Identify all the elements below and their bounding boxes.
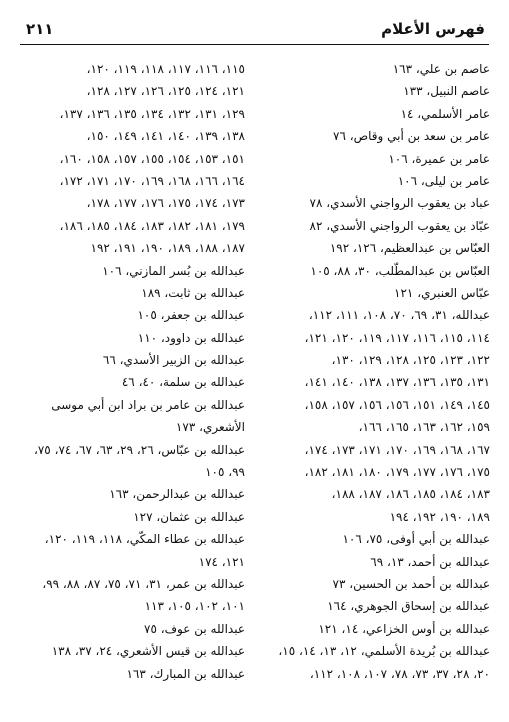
index-entry-line: عبدالله بن عبدالرحمن، ١٦٣: [109, 487, 245, 502]
index-entry-line: عبدالله بن عمر، ٣١، ٧١، ٧٥، ٨٧، ٨٨، ٩٩،: [42, 576, 245, 591]
index-entry-line: عبّاد بن يعقوب الرواجني الأسدي، ٨٢: [309, 218, 490, 233]
index-entry-line: عبدالله بن داوود، ١١٠: [137, 330, 245, 345]
index-entry-line: عبدالله بن عثمان، ١٢٧: [133, 509, 245, 524]
index-entry-line: العبّاس بن عبدالمطّلب، ٣٠، ٨٨، ١٠٥: [310, 263, 490, 278]
index-entry-line: عامر الأسلمي، ١٤: [400, 106, 490, 121]
index-entry-line: ١٤٥، ١٤٩، ١٥١، ١٥٦، ١٥٦، ١٥٧، ١٥٨،: [304, 397, 490, 412]
index-entry-line: ١٢١، ١٧٤: [198, 554, 245, 569]
index-entry-line: الأشعري، ١٧٣: [175, 420, 245, 435]
page-header: [20, 18, 489, 45]
index-entry-line: عبدالله بن المبارك، ١٦٣: [126, 666, 245, 681]
index-entry-line: ١٨٣، ١٨٤، ١٨٥، ١٨٦، ١٨٧، ١٨٨،: [331, 487, 490, 502]
page-number: ٢١١: [26, 20, 54, 38]
index-entry-line: ١٧٣، ١٧٤، ١٧٥، ١٧٦، ١٧٧، ١٧٨،: [86, 196, 245, 211]
index-entry-line: عبدالله بن عبّاس، ٢٦، ٢٩، ٦٣، ٦٧، ٧٤، ٧٥،: [33, 442, 245, 457]
index-entry-line: عبدالله بن ثابت، ١٨٩: [141, 285, 245, 300]
index-entry-line: عاصم النبيل، ١٣٣: [403, 84, 490, 99]
index-entry-line: عامر بن ليلى، ١٠٦: [397, 173, 490, 188]
index-entry-line: ١٧٥، ١٧٦، ١٧٧، ١٧٩، ١٨٠، ١٨١، ١٨٢،: [304, 465, 490, 480]
index-entry-line: عبدالله بن سلمة، ٤٠، ٤٦: [121, 375, 245, 390]
index-entry-line: ١٦٧، ١٦٨، ١٦٩، ١٧٠، ١٧١، ١٧٣، ١٧٤،: [304, 442, 490, 457]
index-entry-line: ١٢١، ١٢٤، ١٢٥، ١٢٦، ١٢٧، ١٢٨،: [86, 84, 245, 99]
index-entry-line: العبّاس بن عبدالعظيم، ١٢٦، ١٩٢: [329, 241, 490, 256]
index-entry-line: ١٣٨، ١٣٩، ١٤٠، ١٤١، ١٤٩، ١٥٠،: [86, 129, 245, 144]
index-entry-line: عبدالله، ٣١، ٦٩، ٧٠، ١٠٨، ١١١، ١١٢،: [308, 308, 490, 323]
index-entry-line: ١٠١، ١٠٢، ١٠٥، ١١٣: [144, 599, 245, 614]
index-column-right: [254, 58, 490, 685]
index-entry-line: عبدالله بن إسحاق الجوهري، ١٦٤: [327, 599, 490, 614]
index-entry-line: عبدالله بن جعفر، ١٠٥: [137, 308, 245, 323]
index-entry-line: ٩٩، ١٠٥: [205, 465, 245, 480]
index-entry-line: ١٦٤، ١٦٦، ١٦٨، ١٦٩، ١٧٠، ١٧١، ١٧٢،: [59, 173, 245, 188]
index-entry-line: عبدالله بن بُسر المازني، ١٠٦: [102, 263, 245, 278]
index-entry-line: عامر بن سعد بن أبي وقاص، ٧٦: [333, 129, 490, 144]
index-entry-line: ١٢٢، ١٢٣، ١٢٥، ١٢٨، ١٢٩، ١٣٠،: [331, 353, 490, 368]
index-column-left: [13, 58, 245, 685]
index-entry-line: ١٨٩، ١٩٠، ١٩٢، ١٩٤: [389, 509, 490, 524]
running-title: فهرس الأعلام: [381, 20, 485, 38]
index-entry-line: عبّاس العنبري، ١٢١: [394, 285, 490, 300]
index-entry-line: عبدالله بن الزبير الأسدي، ٦٦: [102, 353, 245, 368]
index-entry-line: عامر بن عميرة، ١٠٦: [388, 151, 490, 166]
index-entry-line: ١٧٩، ١٨١، ١٨٢، ١٨٣، ١٨٤، ١٨٥، ١٨٦،: [59, 218, 245, 233]
index-entry-line: عبدالله بن عوف، ٧٥: [144, 621, 245, 636]
index-entry-line: ١١٤، ١١٥، ١١٦، ١١٧، ١١٩، ١٢٠، ١٢١،: [304, 330, 490, 345]
index-entry-line: ١٥٩، ١٦٢، ١٦٣، ١٦٥، ١٦٦،: [358, 420, 490, 435]
index-entry-line: عبدالله بن قيس الأشعري، ٢٤، ٣٧، ١٣٨: [51, 644, 245, 659]
index-entry-line: عبدالله بن أحمد بن الحسين، ٧٣: [332, 576, 490, 591]
index-entry-line: عبدالله بن أبي أوفى، ٧٥، ١٠٦: [342, 532, 490, 547]
index-entry-line: عبدالله بن عطاء المكّي، ١١٨، ١١٩، ١٢٠،: [44, 532, 245, 547]
index-entry-line: ١٣١، ١٣٥، ١٣٦، ١٣٧، ١٣٨، ١٤٠، ١٤١،: [304, 375, 490, 390]
index-entry-line: عاصم بن علي، ١٦٣: [392, 62, 490, 76]
index-entry-line: عبدالله بن أحمد، ١٣، ٦٩: [370, 554, 490, 569]
index-entry-line: ١٢٩، ١٣١، ١٣٢، ١٣٤، ١٣٥، ١٣٦، ١٣٧،: [59, 106, 245, 121]
index-entry-line: ١٨٧، ١٨٨، ١٨٩، ١٩٠، ١٩١، ١٩٢: [90, 241, 245, 256]
index-entry-line: عبدالله بن أوس الخزاعي، ١٤، ١٢١: [318, 621, 490, 636]
index-entry-line: ١٥١، ١٥٣، ١٥٤، ١٥٥، ١٥٧، ١٥٨، ١٦٠،: [59, 151, 245, 166]
index-entry-line: عباد بن يعقوب الرواجني الأسدي، ٧٨: [309, 196, 490, 211]
index-entry-line: ١١٥، ١١٦، ١١٧، ١١٨، ١١٩، ١٢٠،: [86, 62, 245, 76]
index-entry-line: ٢٠، ٢٨، ٣٧، ٧٣، ٧٨، ١٠٧، ١٠٨، ١١٢،: [309, 666, 490, 681]
index-entry-line: عبدالله بن عامر بن براد ابن أبي موسى: [51, 397, 245, 412]
index-entry-line: عبدالله بن بُريدة الأسلمي، ١٢، ١٣، ١٤، ١٥،: [278, 644, 490, 659]
